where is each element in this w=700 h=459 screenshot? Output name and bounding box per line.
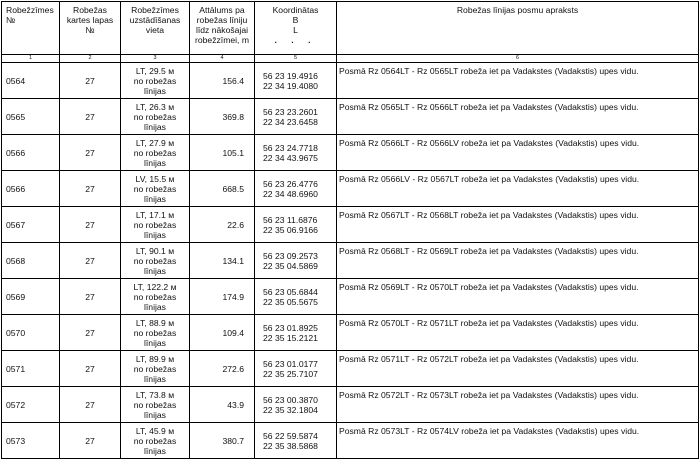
coordinate-b: 56 22 59.5874 [263,430,318,441]
segment-description: Posmā Rz 0567LT - Rz 0568LT robeža iet pa Vadakstes (Vadakstis) upes vidu. [337,207,699,243]
placement-side-offset: LT, 89.9 м [135,353,175,364]
map-sheet-number: 27 [60,315,121,351]
header-coordinates [255,2,337,55]
column-number: 2 [60,55,121,63]
map-sheet-number: 27 [60,243,121,279]
mark-number: 0564 [2,63,60,99]
header-distance: Attālums pa robežas līniju līdz nākošajai robežzīmei, m [190,2,255,55]
placement-line: līnijas [144,265,166,276]
placement-reference: no robežas [133,291,177,302]
placement-side-offset: LT, 29.5 м [135,65,175,76]
placement-cell [121,387,190,423]
placement-cell [121,351,190,387]
placement-reference: no robežas [133,435,177,446]
map-sheet-number: 27 [60,207,121,243]
boundary-marks-table [1,1,699,459]
placement-reference: no robežas [133,147,177,158]
placement-cell [121,279,190,315]
placement-reference: no robežas [133,363,177,374]
table-row [2,423,699,459]
column-number-row [2,55,699,63]
map-sheet-number: 27 [60,279,121,315]
placement-line: līnijas [144,85,166,96]
coordinate-b: 56 23 09.2573 [263,250,318,261]
header-coordinates-b: B [292,15,299,25]
placement-reference: no robežas [133,75,177,86]
coordinate-l: 22 35 25.7107 [263,368,318,379]
placement-line: līnijas [144,229,166,240]
column-number: 4 [190,55,255,63]
table-row [2,387,699,423]
header-coordinates-title: Koordinātas [272,5,319,15]
mark-number: 0570 [2,315,60,351]
placement-reference: no robežas [133,183,177,194]
map-sheet-number: 27 [60,63,121,99]
header-map-sheet: Robežas kartes lapas № [60,2,121,55]
coordinates-cell [255,207,337,243]
placement-side-offset: LT, 26.3 м [135,101,175,112]
coordinate-l: 22 34 43.9675 [263,152,318,163]
distance-value: 380.7 [190,423,255,459]
placement-line: līnijas [144,121,166,132]
coordinate-b: 56 23 26.4776 [263,178,318,189]
placement-cell [121,243,190,279]
coordinate-b: 56 23 19.4916 [263,70,318,81]
placement-line: līnijas [144,337,166,348]
table-row [2,315,699,351]
mark-number: 0571 [2,351,60,387]
table-row [2,135,699,171]
placement-side-offset: LT, 73.8 м [135,389,175,400]
coordinate-b: 56 23 05.6844 [263,286,318,297]
segment-description: Posmā Rz 0568LT - Rz 0569LT robeža iet pa Vadakstes (Vadakstis) upes vidu. [337,243,699,279]
mark-number: 0567 [2,207,60,243]
table-row [2,171,699,207]
coordinates-cell [255,387,337,423]
segment-description: Posmā Rz 0569LT - Rz 0570LT robeža iet pa Vadakstes (Vadakstis) upes vidu. [337,279,699,315]
distance-value: 109.4 [190,315,255,351]
coordinate-b: 56 23 01.8925 [263,322,318,333]
segment-description: Posmā Rz 0566LT - Rz 0566LV robeža iet pa Vadakstes (Vadakstis) upes vidu. [337,135,699,171]
distance-value: 272.6 [190,351,255,387]
placement-side-offset: LT, 122.2 м [133,281,177,292]
distance-value: 134.1 [190,243,255,279]
placement-side-offset: LT, 45.9 м [135,425,175,436]
boundary-table-wrapper [1,1,699,459]
placement-cell [121,99,190,135]
distance-value: 105.1 [190,135,255,171]
coordinate-l: 22 34 48.6960 [263,188,318,199]
table-row [2,207,699,243]
placement-side-offset: LT, 88.9 м [135,317,175,328]
mark-number: 0573 [2,423,60,459]
placement-reference: no robežas [133,327,177,338]
coordinates-cell [255,243,337,279]
coordinate-l: 22 35 38.5868 [263,440,318,451]
placement-line: līnijas [144,373,166,384]
coordinates-cell [255,135,337,171]
coordinates-cell [255,171,337,207]
placement-cell [121,63,190,99]
header-coordinates-l: L [293,25,298,35]
coordinates-cell [255,423,337,459]
header-description: Robežas līnijas posmu apraksts [337,2,699,55]
placement-reference: no robežas [133,219,177,230]
header-coordinates-dots: . . . [274,35,317,45]
header-mark-number: Robežzīmes № [2,2,60,55]
coordinate-l: 22 34 19.4080 [263,80,318,91]
table-row [2,99,699,135]
distance-value: 369.8 [190,99,255,135]
map-sheet-number: 27 [60,351,121,387]
placement-reference: no robežas [133,111,177,122]
coordinate-b: 56 23 01.0177 [263,358,318,369]
column-number: 3 [121,55,190,63]
table-row [2,279,699,315]
map-sheet-number: 27 [60,135,121,171]
distance-value: 174.9 [190,279,255,315]
column-number: 1 [2,55,60,63]
segment-description: Posmā Rz 0570LT - Rz 0571LT robeža iet pa Vadakstes (Vadakstis) upes vidu. [337,315,699,351]
table-row [2,243,699,279]
coordinate-l: 22 35 06.9166 [263,224,318,235]
map-sheet-number: 27 [60,387,121,423]
coordinate-b: 56 23 24.7718 [263,142,318,153]
coordinates-cell [255,315,337,351]
coordinate-b: 56 23 23.2601 [263,106,318,117]
segment-description: Posmā Rz 0571LT - Rz 0572LT robeža iet pa Vadakstes (Vadakstis) upes vidu. [337,351,699,387]
placement-side-offset: LT, 90.1 м [135,245,175,256]
placement-side-offset: LV, 15.5 м [135,173,175,184]
table-row [2,63,699,99]
placement-line: līnijas [144,301,166,312]
placement-side-offset: LT, 17.1 м [135,209,175,220]
map-sheet-number: 27 [60,99,121,135]
placement-cell [121,171,190,207]
coordinate-l: 22 34 23.6458 [263,116,318,127]
placement-side-offset: LT, 27.9 м [135,137,175,148]
table-row [2,351,699,387]
placement-line: līnijas [144,193,166,204]
distance-value: 668.5 [190,171,255,207]
header-row [2,2,699,55]
mark-number: 0568 [2,243,60,279]
table-body [2,63,699,459]
coordinate-l: 22 35 05.5675 [263,296,318,307]
segment-description: Posmā Rz 0573LT - Rz 0574LV robeža iet pa Vadakstes (Vadakstis) upes vidu. [337,423,699,459]
placement-reference: no robežas [133,255,177,266]
mark-number: 0566 [2,171,60,207]
coordinate-l: 22 35 32.1804 [263,404,318,415]
placement-cell [121,315,190,351]
placement-cell [121,423,190,459]
segment-description: Posmā Rz 0565LT - Rz 0566LT robeža iet pa Vadakstes (Vadakstis) upes vidu. [337,99,699,135]
segment-description: Posmā Rz 0564LT - Rz 0565LT robeža iet pa Vadakstes (Vadakstis) upes vidu. [337,63,699,99]
coordinates-cell [255,63,337,99]
placement-line: līnijas [144,409,166,420]
placement-cell [121,135,190,171]
mark-number: 0566 [2,135,60,171]
placement-line: līnijas [144,445,166,456]
placement-line: līnijas [144,157,166,168]
segment-description: Posmā Rz 0566LV - Rz 0567LT robeža iet pa Vadakstes (Vadakstis) upes vidu. [337,171,699,207]
column-number: 5 [255,55,337,63]
column-number: 6 [337,55,699,63]
map-sheet-number: 27 [60,423,121,459]
distance-value: 156.4 [190,63,255,99]
header-placement: Robežzīmes uzstādīšanas vieta [121,2,190,55]
coordinates-cell [255,99,337,135]
placement-reference: no robežas [133,399,177,410]
placement-cell [121,207,190,243]
segment-description: Posmā Rz 0572LT - Rz 0573LT robeža iet pa Vadakstes (Vadakstis) upes vidu. [337,387,699,423]
mark-number: 0572 [2,387,60,423]
coordinate-b: 56 23 11.6876 [263,214,318,225]
map-sheet-number: 27 [60,171,121,207]
distance-value: 22.6 [190,207,255,243]
coordinates-cell [255,279,337,315]
mark-number: 0569 [2,279,60,315]
mark-number: 0565 [2,99,60,135]
coordinates-cell [255,351,337,387]
coordinate-l: 22 35 04.5869 [263,260,318,271]
coordinate-b: 56 23 00.3870 [263,394,318,405]
coordinate-l: 22 35 15.2121 [263,332,318,343]
distance-value: 43.9 [190,387,255,423]
